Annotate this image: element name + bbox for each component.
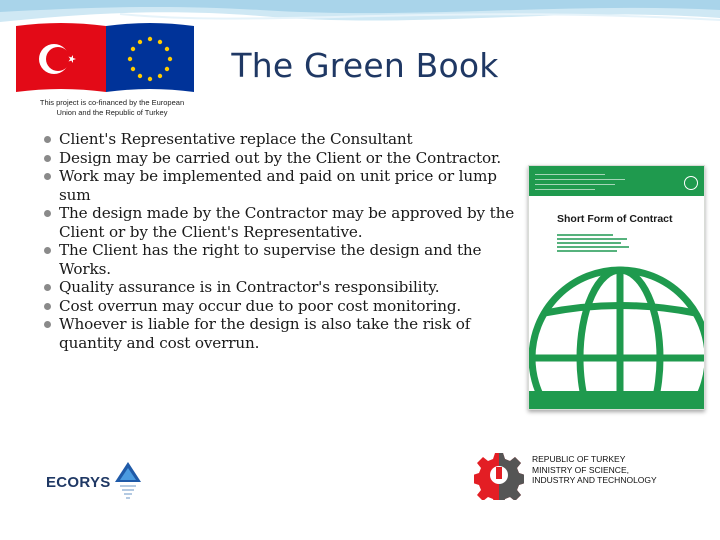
flags-logo [16, 20, 194, 96]
ministry-line-3: INDUSTRY AND TECHNOLOGY [532, 475, 657, 485]
bullet-text: Quality assurance is in Contractor's responsibility. [59, 278, 440, 296]
bullet-item [44, 130, 530, 149]
book-header-bar [529, 166, 704, 196]
bullet-icon [44, 247, 51, 254]
bullet-item [44, 278, 530, 297]
bullet-item [44, 315, 530, 352]
ecorys-logo-icon [115, 462, 141, 502]
book-footer-bar [529, 391, 704, 409]
bullet-item [44, 167, 530, 204]
book-title: Short Form of Contract [557, 213, 673, 225]
cofinance-note [12, 98, 212, 118]
fidic-logo-icon [684, 176, 698, 190]
bullet-text: Work may be implemented and paid on unit price or lump sum [59, 167, 497, 204]
eu-flag-icon [106, 23, 194, 92]
bullet-text: Design may be carried out by the Client or the Contractor. [59, 148, 502, 167]
bullet-text: The design made by the Contractor may be approved by the Client or by the Client's Representative. [59, 204, 515, 241]
bullet-text: The Client has the right to supervise the design and the Works. [59, 241, 482, 278]
ecorys-logo [46, 462, 141, 502]
slide-title: The Green Book [231, 46, 499, 85]
bullet-text: Cost overrun may occur due to poor cost monitoring. [59, 296, 462, 315]
bullet-item [44, 241, 530, 278]
turkey-flag-icon [16, 23, 106, 92]
bullet-list [44, 130, 530, 352]
bullet-text: Whoever is liable for the design is also take the risk of quantity and cost overrun. [59, 315, 471, 352]
bullet-icon [44, 155, 51, 162]
globe-icon [528, 258, 705, 408]
bullet-item [44, 204, 530, 241]
bullet-item [44, 297, 530, 316]
ministry-label [532, 454, 712, 486]
green-book-cover [528, 165, 705, 410]
bullet-icon [44, 210, 51, 217]
bullet-icon [44, 321, 51, 328]
bullet-text: Client's Representative replace the Consultant [59, 130, 413, 148]
ministry-gear-icon [474, 450, 524, 500]
bullet-icon [44, 303, 51, 310]
cofinance-line-2: Union and the Republic of Turkey [56, 108, 168, 117]
ecorys-label: ECORYS [46, 473, 111, 491]
cofinance-line-1: This project is co-financed by the European [39, 98, 185, 107]
bullet-item [44, 149, 530, 168]
bullet-icon [44, 136, 51, 143]
ministry-line-2: MINISTRY OF SCIENCE, [532, 464, 629, 475]
ministry-line-1: REPUBLIC OF TURKEY [532, 454, 626, 464]
bullet-icon [44, 284, 51, 291]
bullet-icon [44, 173, 51, 180]
